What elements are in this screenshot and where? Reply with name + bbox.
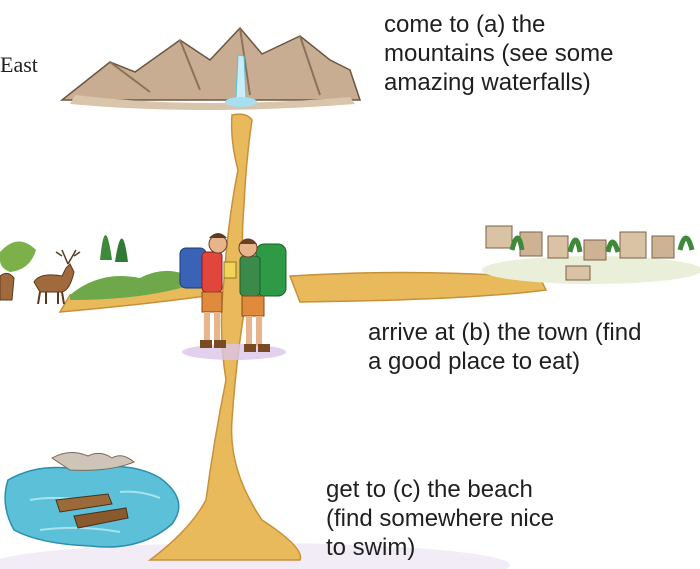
beach-caption-line: (find somewhere nice bbox=[326, 505, 555, 532]
town-buildings-icon bbox=[482, 226, 700, 284]
trees-icon bbox=[0, 235, 200, 300]
beach-caption-line: get to (c) the beach bbox=[326, 476, 533, 503]
mountains-caption-line: mountains (see some bbox=[384, 40, 614, 67]
beach-caption-line: to swim) bbox=[326, 534, 416, 561]
mountains-caption-line: come to (a) the bbox=[384, 11, 546, 38]
town-caption bbox=[368, 318, 641, 376]
town-caption-line: a good place to eat) bbox=[368, 348, 581, 375]
town-caption-line: arrive at (b) the town (find bbox=[368, 319, 642, 346]
mountains-caption-line: amazing waterfalls) bbox=[384, 69, 591, 96]
beach-caption bbox=[326, 475, 554, 562]
mountains-caption bbox=[384, 10, 613, 97]
mountains-waterfall-icon bbox=[62, 28, 360, 110]
beach-sea-icon bbox=[5, 452, 179, 547]
east-label: East bbox=[0, 52, 38, 77]
